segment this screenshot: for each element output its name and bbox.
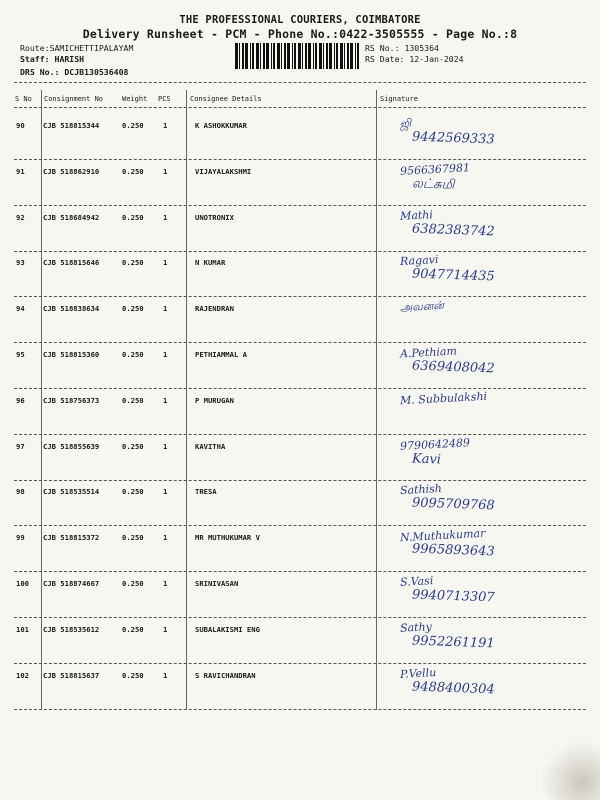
row-weight: 0.250 (122, 212, 144, 222)
handwritten-signature: 9965893643 (411, 541, 495, 560)
row-sno: 90 (16, 121, 25, 130)
row-weight: 0.250 (122, 395, 144, 405)
handwritten-signature: 9952261191 (411, 633, 495, 652)
handwritten-signature: P.Vellu (399, 665, 437, 681)
row-sno: 97 (16, 441, 25, 451)
barcode-bar (245, 43, 248, 69)
row-consignment: CJB 518756373 (43, 395, 100, 405)
row-consignment: CJB 518855639 (43, 441, 100, 451)
barcode-bar (357, 43, 359, 69)
barcode-bar (281, 43, 282, 69)
handwritten-signature: 9095709768 (411, 495, 495, 514)
barcode-bar (323, 43, 324, 69)
route-line (20, 43, 133, 54)
handwritten-signature: N.Muthukumar (399, 526, 486, 545)
rs-no-line (365, 43, 439, 54)
row-consignment: CJB 518874667 (43, 579, 100, 588)
barcode-bar (273, 43, 275, 69)
company-title: THE PROFESSIONAL COURIERS, COIMBATORE (179, 14, 421, 26)
column-consignee: Consignee Details (190, 95, 262, 103)
rs-no-value: 1305364 (404, 43, 439, 53)
barcode-bar (284, 43, 286, 69)
row-consignee: SRINIVASAN (195, 579, 239, 588)
drs-line (20, 67, 128, 78)
handwritten-signature: அவனன் (399, 299, 445, 315)
barcode-bar (305, 43, 307, 69)
barcode-bar (235, 43, 238, 69)
row-pcs: 1 (163, 441, 168, 451)
barcode-bar (287, 43, 290, 69)
barcode-bar (242, 43, 244, 69)
row-pcs: 1 (163, 579, 168, 588)
row-divider (14, 342, 586, 343)
handwritten-signature: 6382383742 (411, 221, 495, 240)
rs-date-line (365, 54, 464, 65)
row-pcs: 1 (163, 166, 168, 176)
column-sno: S No (15, 95, 32, 103)
row-weight: 0.250 (122, 304, 144, 314)
barcode-bar (302, 43, 303, 69)
row-consignment: CJB 518535612 (43, 624, 100, 634)
handwritten-signature: 9442569333 (411, 129, 495, 148)
row-sno: 98 (16, 487, 25, 497)
barcode-bar (350, 43, 353, 69)
handwritten-signature: லட்சுமி (411, 176, 455, 193)
barcode-bar (344, 43, 345, 69)
row-pcs: 1 (163, 121, 168, 130)
row-sno: 99 (16, 533, 25, 543)
row-consignment: CJB 518535514 (43, 487, 100, 497)
barcode-bar (298, 43, 301, 69)
column-consignment: Consignment No (44, 95, 104, 103)
row-consignee: UNOTRONIX (195, 212, 234, 222)
handwritten-signature: 6369408042 (411, 358, 495, 377)
barcode-bar (313, 43, 314, 69)
row-pcs: 1 (163, 304, 168, 314)
row-consignee: MR MUTHUKUMAR V (195, 533, 260, 543)
row-sno: 102 (16, 670, 29, 680)
row-sno: 92 (16, 212, 25, 222)
row-weight: 0.250 (122, 487, 144, 497)
handwritten-signature: Sathy (399, 619, 433, 635)
row-consignee: PETHIAMMAL A (195, 350, 247, 359)
barcode-bar (239, 43, 240, 69)
barcode-bar (263, 43, 265, 69)
row-sno: 93 (16, 258, 25, 268)
row-consignment: CJB 518815646 (43, 258, 100, 268)
handwritten-signature: Sathish (399, 482, 443, 498)
barcode-bar (260, 43, 261, 69)
barcode-bar (308, 43, 311, 69)
barcode-bar (334, 43, 335, 69)
column-signature: Signature (380, 95, 418, 103)
row-consignee: P MURUGAN (195, 395, 234, 405)
row-weight: 0.250 (122, 258, 144, 268)
handwritten-signature: 9566367981 (399, 160, 471, 178)
barcode-bar (355, 43, 356, 69)
row-weight: 0.250 (122, 624, 144, 634)
handwritten-signature: A.Pethiam (399, 344, 458, 361)
barcode-bar (329, 43, 332, 69)
rs-date-label: RS Date: (365, 54, 405, 64)
row-consignment: CJB 518862910 (43, 166, 100, 176)
row-divider (14, 388, 586, 389)
row-pcs: 1 (163, 258, 168, 268)
column-weight: Weight (122, 95, 148, 103)
row-sno: 101 (16, 624, 29, 634)
row-weight: 0.250 (122, 166, 144, 176)
row-divider (14, 663, 586, 664)
runsheet-subtitle: Delivery Runsheet - PCM - Phone No.:0422-3505555 - Page No.:8 (82, 27, 518, 41)
row-divider (14, 434, 586, 435)
paper-stain (540, 740, 600, 800)
row-divider (14, 205, 586, 206)
row-pcs: 1 (163, 533, 168, 543)
row-divider (14, 159, 586, 160)
row-divider (14, 571, 586, 572)
row-weight: 0.250 (122, 579, 144, 588)
row-consignment: CJB 518815637 (43, 670, 100, 680)
row-weight: 0.250 (122, 441, 144, 451)
row-consignee: RAJENDRAN (195, 304, 234, 314)
header-divider-bottom (14, 107, 586, 108)
row-weight: 0.250 (122, 350, 144, 359)
barcode-bar (250, 43, 251, 69)
row-divider (14, 480, 586, 481)
handwritten-signature: ஜி (399, 116, 412, 131)
row-weight: 0.250 (122, 121, 144, 130)
row-consignee: TRESA (195, 487, 217, 497)
barcode-bar (256, 43, 259, 69)
barcode-bar (252, 43, 254, 69)
header-divider-top (14, 82, 586, 83)
row-pcs: 1 (163, 670, 168, 680)
row-divider (14, 251, 586, 252)
row-consignee: N KUMAR (195, 258, 226, 268)
barcode-bar (340, 43, 343, 69)
barcode-bar (266, 43, 269, 69)
row-pcs: 1 (163, 487, 168, 497)
row-pcs: 1 (163, 624, 168, 634)
row-sno: 91 (16, 166, 25, 176)
column-pcs: PCS (158, 95, 171, 103)
row-divider (14, 525, 586, 526)
handwritten-signature: Kavi (411, 451, 442, 468)
row-weight: 0.250 (122, 533, 144, 543)
barcode-bar (326, 43, 328, 69)
staff-value: HARISH (54, 54, 85, 64)
handwritten-signature: Ragavi (399, 253, 439, 269)
row-consignee: K ASHOKKUMAR (195, 121, 247, 130)
route-value: SAMICHETTIPALAYAM (49, 43, 134, 53)
row-consignment: CJB 518815344 (43, 121, 100, 130)
row-divider (14, 296, 586, 297)
barcode-bar (294, 43, 296, 69)
row-consignee: S RAVICHANDRAN (195, 670, 256, 680)
row-sno: 100 (16, 579, 29, 588)
route-label: Route: (20, 43, 50, 53)
handwritten-signature: 9790642489 (399, 435, 471, 453)
row-pcs: 1 (163, 350, 168, 359)
rs-date-value: 12-Jan-2024 (409, 54, 464, 64)
row-sno: 95 (16, 350, 25, 359)
row-consignee: KAVITHA (195, 441, 226, 451)
row-divider (14, 709, 586, 710)
row-consignee: VIJAYALAKSHMI (195, 166, 252, 176)
row-sno: 96 (16, 395, 25, 405)
handwritten-signature: 9940713307 (411, 587, 495, 606)
handwritten-signature: 9047714435 (411, 266, 495, 285)
barcode-bar (271, 43, 272, 69)
staff-label: Staff: (20, 54, 50, 64)
row-consignment: CJB 518815372 (43, 533, 100, 543)
staff-line (20, 54, 84, 65)
row-sno: 94 (16, 304, 25, 314)
row-pcs: 1 (163, 395, 168, 405)
barcode-bar (315, 43, 317, 69)
drs-value: DCJB130536408 (64, 67, 129, 77)
rs-no-label: RS No.: (365, 43, 400, 53)
handwritten-signature: S.Vasi (399, 574, 434, 589)
barcode-bar (336, 43, 338, 69)
row-consignment: CJB 518815360 (43, 350, 100, 359)
handwritten-signature: Mathi (399, 207, 434, 223)
barcode-bar (347, 43, 349, 69)
row-consignment: CJB 518838634 (43, 304, 100, 314)
handwritten-signature: M. Subbulakshi (399, 389, 488, 408)
row-pcs: 1 (163, 212, 168, 222)
handwritten-signature: 9488400304 (411, 679, 495, 698)
barcode-image (235, 43, 360, 69)
barcode-bar (292, 43, 293, 69)
row-consignment: CJB 518684942 (43, 212, 100, 222)
barcode-bar (319, 43, 322, 69)
drs-label: DRS No.: (20, 67, 60, 77)
row-consignee: SUBALAKISMI ENG (195, 624, 260, 634)
row-divider (14, 617, 586, 618)
row-weight: 0.250 (122, 670, 144, 680)
barcode-bar (277, 43, 280, 69)
